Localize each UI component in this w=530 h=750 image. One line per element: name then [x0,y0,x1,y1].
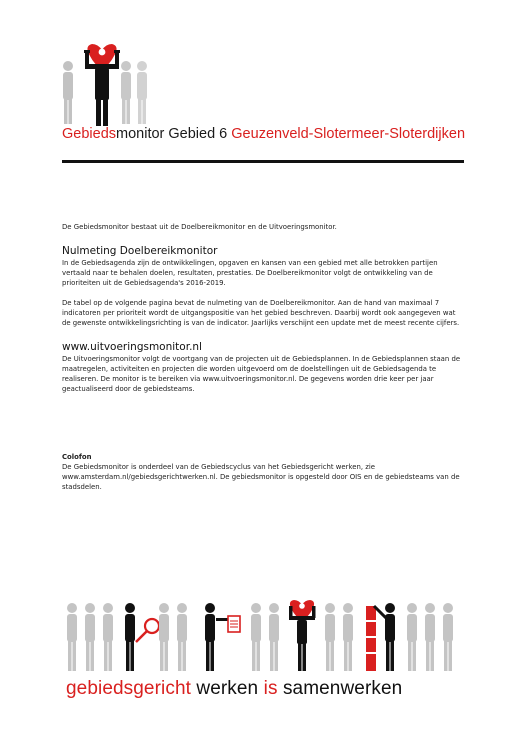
section2-paragraph-1: De Uitvoeringsmonitor volgt de voortgang van de projecten uit de Gebiedsplannen. In de Gebiedsplannen staan de maatregelen, activiteiten en projecten die worden uitgevoerd om de doelstellingen uit de Gebiedsagenda te realiseren. De monitor is te bereiken via www.uitvoeringsmonitor.nl. De gegevens worden drie keer per jaar geactualiseerd door de gebiedsteams. [62,355,461,393]
main-content [62,222,464,492]
black-figure-heart [84,44,120,126]
colofon-heading: Colofon [62,453,92,461]
magnifier-figure [125,603,159,671]
title-area-name: Geuzenveld-Slotermeer-Sloterdijken [231,126,466,142]
document-figure [205,603,240,671]
section1-paragraph-1: In de Gebiedsagenda zijn de ontwikkelingen, opgaven en kansen van een gebied met alle betrokken partijen vertaald naar te behalen doelen, resultaten, prestaties. De Doelbereikmonitor volgt de ontwikkeling van de prioriteiten uit de Gebiedsagenda's 2016-2019. [62,259,438,287]
grey-figure-right1 [121,61,131,124]
section-heading-doelbereikmonitor: Nulmeting Doelbereikmonitor [62,245,218,257]
blocks-figure [366,603,395,671]
grey-figure-left [63,61,73,124]
slogan-gebiedsgericht: gebiedsgericht [66,678,191,699]
section1-paragraph-2: De tabel op de volgende pagina bevat de nulmeting van de Doelbereikmonitor. Aan de hand van maximaal 7 indicatoren per prioriteit wordt de uitgangspositie van het gebied beschreven. Daarbij wordt ook aangegeven wat de gewenste ontwikkelingsrichting is van de indicator. Jaarlijks verschijnt een update met de meest recente cijfers. [62,299,460,327]
colofon-text: De Gebiedsmonitor is onderdeel van de Gebiedscyclus van het Gebiedsgericht werken, zie www.amsterdam.nl/gebiedsgerichtwerken.nl. De gebiedsmonitor is opgesteld door OIS en de gebiedsteams van de stadsdelen. [62,463,460,491]
grey-figures-group-2 [159,603,187,671]
title-monitor-gebied: monitor Gebied 6 [116,126,232,142]
grey-figures-group-3 [251,603,279,671]
grey-figures-group-1 [67,603,113,671]
logo-figures-heart [56,38,156,134]
heart-figure [289,600,316,671]
title-divider [62,160,464,163]
slogan-samenwerken: samenwerken [282,678,403,699]
section-heading-uitvoeringsmonitor: www.uitvoeringsmonitor.nl [62,341,202,353]
grey-figures-group-4 [325,603,353,671]
footer-figures-illustration [60,600,470,674]
slogan-werken: werken [196,678,259,699]
footer-slogan [66,678,486,700]
page-title [62,126,482,142]
intro-text: De Gebiedsmonitor bestaat uit de Doelbereikmonitor en de Uitvoeringsmonitor. [62,223,337,231]
title-gebieds: Gebieds [62,126,117,142]
grey-figures-group-5 [407,603,453,671]
slogan-is: is [263,678,278,699]
grey-figure-right2 [137,61,147,124]
